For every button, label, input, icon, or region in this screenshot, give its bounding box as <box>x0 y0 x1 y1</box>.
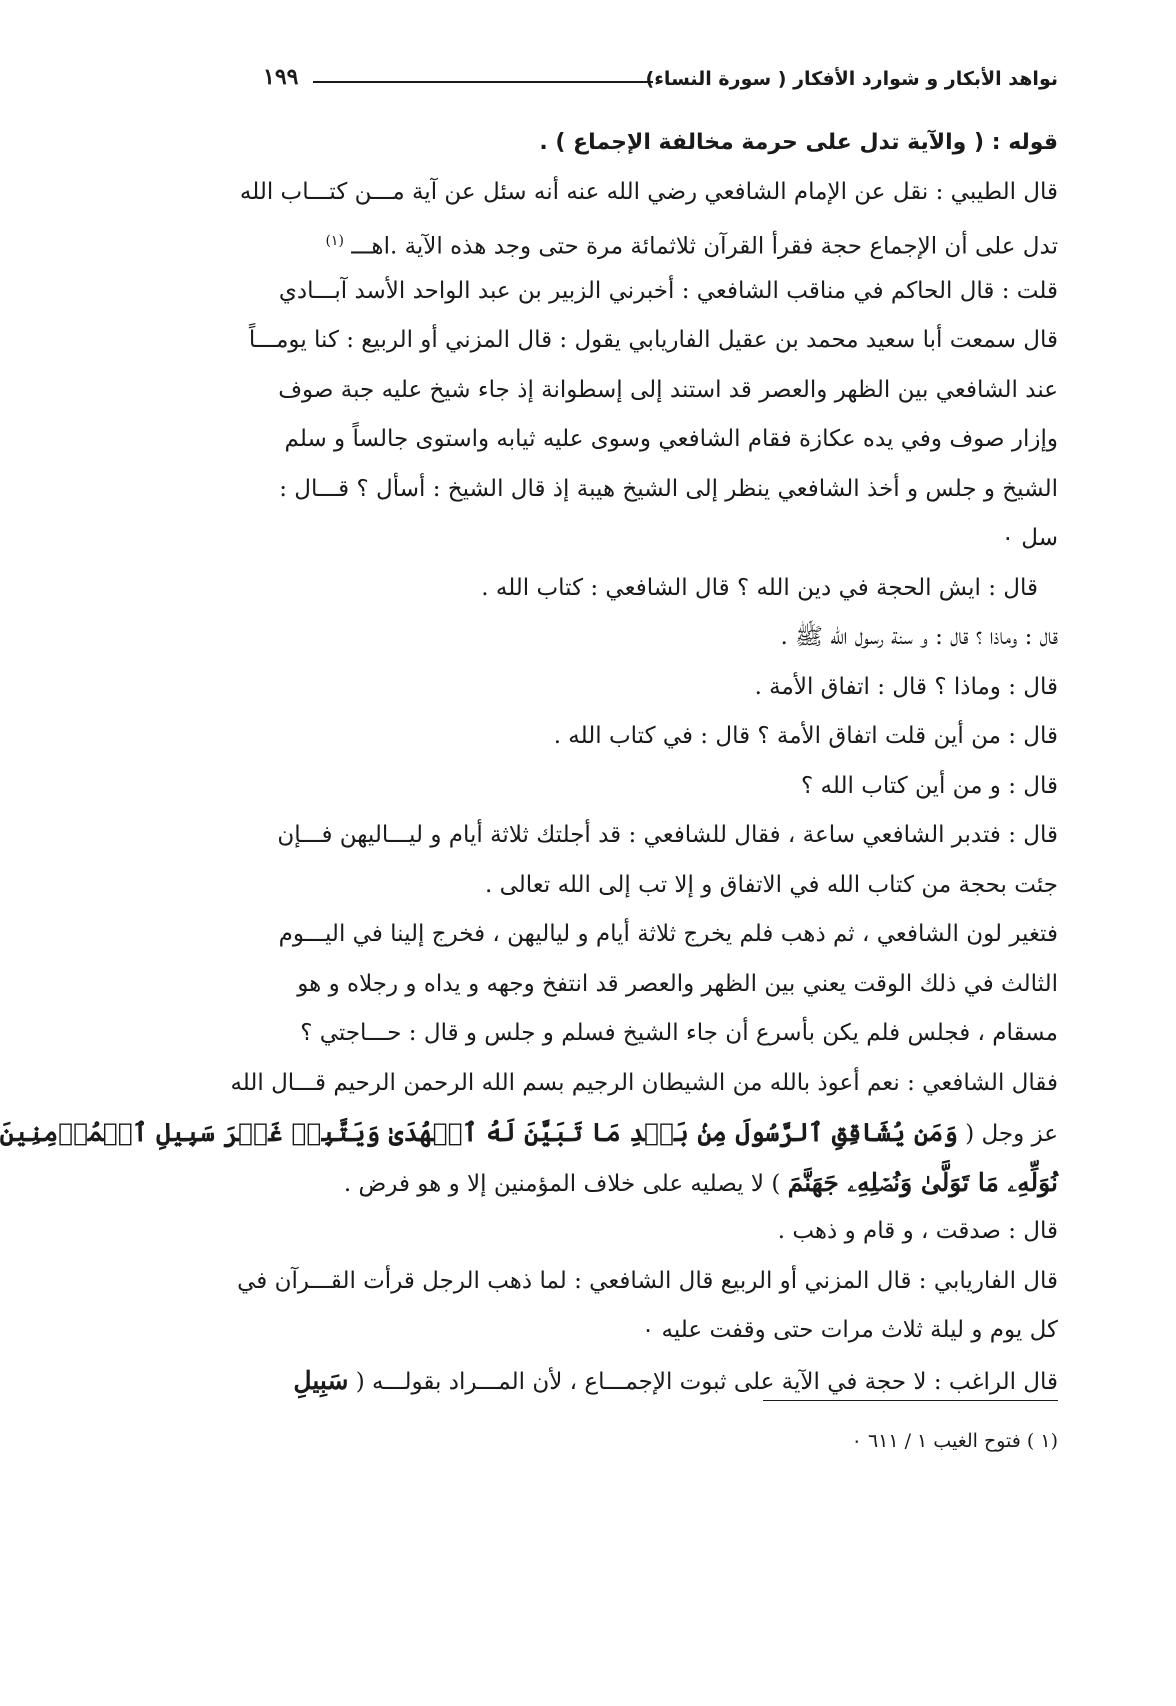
text-line <box>258 1356 1058 1406</box>
text-line: فتغير لون الشافعي ، ثم ذهب فلم يخرج ثلاثة أيام و لياليهن ، فخرج إلينا في اليـــوم <box>278 921 1058 947</box>
quran-verse-line <box>258 1158 1058 1208</box>
dialogue-line: قال : من أين قلت اتفاق الأمة ؟ قال : في كتاب الله . <box>553 723 1058 749</box>
text-line-content: تدل على أن الإجماع حجة فقرأ القرآن ثلاثمائة مرة حتى وجد هذه الآية .اهـــ <box>351 233 1058 260</box>
page-number: ١٩٩ <box>263 64 299 90</box>
text-line: عند الشافعي بين الظهر والعصر قد استند إلى إسطوانة إذ جاء شيخ عليه جبة صوف <box>278 376 1058 403</box>
text-line: كل يوم و ليلة ثلاث مرات حتى وقفت عليه ٠ <box>641 1317 1058 1343</box>
verse-suffix: ) لا يصليه على خلاف المؤمنين إلا و هو فرض . <box>343 1170 781 1197</box>
quran-verse-line <box>0 1108 1058 1158</box>
main-text <box>0 118 1058 1405</box>
text-line: قال سمعت أبا سعيد محمد بن عقيل الفاريابي يقول : قال المزني أو الربيع : كنا يومـــاً <box>248 327 1058 353</box>
footnote: (١ ) فتوح الغيب ١ / ٦١١ ٠ <box>851 1430 1058 1452</box>
dialogue-line: قال : وماذا ؟ قال : اتفاق الأمة . <box>754 673 1058 700</box>
book-title: نواهد الأبكار و شوارد الأفكار ( سورة النساء) <box>645 68 1058 90</box>
header-rule <box>313 81 653 83</box>
text-line: قال : فتدبر الشافعي ساعة ، فقال للشافعي : قد أجلتك ثلاثة أيام و ليـــاليهن فـــإن <box>277 822 1058 848</box>
text-line: فقال الشافعي : نعم أعوذ بالله من الشيطان الرجيم بسم الله الرحمن الرحيم قـــال الله <box>230 1069 1058 1096</box>
text-line: مسقام ، فجلس فلم يكن بأسرع أن جاء الشيخ فسلم و جلس و قال : حـــاجتي ؟ <box>300 1020 1058 1046</box>
dialogue-line: قال : وماذا ؟ قال : و سنة رسول الله ﷺ . <box>780 624 1058 650</box>
quran-word: سَبِيلِ <box>293 1365 349 1395</box>
text-line: وإزار صوف وفي يده عكازة فقام الشافعي وسوى عليه ثيابه واستوى جالساً و سلم <box>284 426 1058 452</box>
quran-verse: نُوَلِّهِۦ مَا تَوَلَّىٰ وَنُصۡلِهِۦ جَهَنَّمَ <box>787 1167 1058 1197</box>
text-line: جئت بحجة من كتاب الله في الاتفاق و إلا تب إلى الله تعالى . <box>484 871 1058 898</box>
text-line: قال الفاريابي : قال المزني أو الربيع قال الشافعي : لما ذهب الرجل قرأت القـــرآن في <box>237 1267 1058 1294</box>
verse-prefix: عز وجل ( <box>965 1121 1058 1147</box>
text-line <box>258 217 1058 267</box>
text-line: قال الطيبي : نقل عن الإمام الشافعي رضي الله عنه أنه سئل عن آية مـــن كتـــاب الله <box>239 178 1058 205</box>
section-heading: قوله : ( والآية تدل على حرمة مخالفة الإجماع ) . <box>539 130 1058 155</box>
footnote-reference: (١) <box>325 233 344 249</box>
footnote-divider <box>763 1400 1058 1401</box>
text-line: قلت : قال الحاكم في مناقب الشافعي : أخبرني الزبير بن عبد الواحد الأسد آبـــادي <box>278 277 1058 304</box>
text-line: الثالث في ذلك الوقت يعني بين الظهر والعصر قد انتفخ وجهه و يداه و رجلاه و هو <box>297 970 1058 997</box>
text-line: قال : صدقت ، و قام و ذهب . <box>777 1218 1058 1244</box>
running-header <box>263 62 1058 102</box>
dialogue-line: قال : و من أين كتاب الله ؟ <box>801 772 1058 799</box>
text-line: سل ٠ <box>1001 525 1058 551</box>
dialogue-line: قال : ايش الحجة في دين الله ؟ قال الشافعي : كتاب الله . <box>481 574 1038 601</box>
text-line: الشيخ و جلس و أخذ الشافعي ينظر إلى الشيخ هيبة إذ قال الشيخ : أسأل ؟ قـــال : <box>279 475 1058 502</box>
quran-verse: وَمَن يُشَاقِقِ ٱلرَّسُولَ مِنۢ بَعۡدِ مَا تَبَيَّنَ لَهُ ٱلۡهُدَىٰ وَيَتَّبِعۡ غَيۡرَ سَبِيلِ ٱلۡمُؤۡمِنِينَ <box>0 1118 958 1147</box>
text-line-content: قال الراغب : لا حجة في الآية على ثبوت الإجمـــاع ، لأن المـــراد بقولـــه ( <box>355 1368 1058 1395</box>
